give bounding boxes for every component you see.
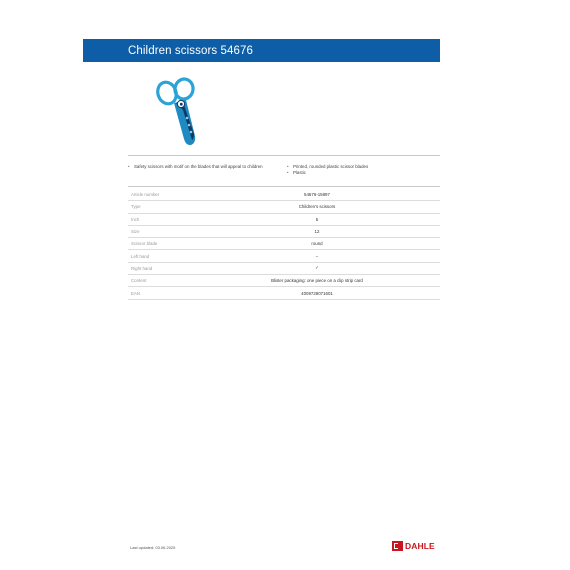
features-left <box>128 164 263 170</box>
spec-label: Right hand <box>131 265 153 271</box>
spec-label: Scissor blade <box>131 241 158 247</box>
dahle-logo <box>392 540 435 551</box>
spec-label: Size <box>131 229 140 235</box>
spec-label: EAN <box>131 290 141 296</box>
page-title: Children scissors 54676 <box>128 44 254 57</box>
spec-label: Left hand <box>131 253 150 259</box>
spec-label: Content <box>131 278 147 284</box>
feature-item <box>128 164 263 170</box>
spec-row-inch <box>128 214 440 226</box>
spec-value: 54676-15897 <box>304 192 330 198</box>
spec-table <box>128 189 440 300</box>
feature-text: Safety scissors with motif on the blades that will appeal to children <box>134 164 263 169</box>
bullet-icon: • <box>287 170 289 176</box>
checkmark-icon: ✓ <box>315 265 319 271</box>
spec-label: Article number <box>131 192 160 198</box>
last-updated: Last updated: 03.06.2025 <box>130 545 176 550</box>
feature-text: Plastic <box>293 170 306 176</box>
feature-item <box>287 170 368 176</box>
bullet-icon: • <box>128 164 130 169</box>
divider-specs <box>128 186 440 187</box>
spec-row-right-hand <box>128 263 440 275</box>
spec-row-content <box>128 275 440 287</box>
feature-text: Printed, rounded plastic scissor blades <box>293 164 369 169</box>
spec-value: – <box>315 253 319 259</box>
spec-row-type <box>128 201 440 213</box>
spec-row-size <box>128 226 440 238</box>
features-right <box>287 164 368 177</box>
spec-label: Inch <box>131 216 140 222</box>
title-banner <box>83 39 440 62</box>
spec-value: Children's scissors <box>298 204 336 210</box>
spec-row-scissor-blade <box>128 238 440 250</box>
spec-value: round <box>311 241 323 247</box>
spec-value: 4009729071601 <box>301 290 333 296</box>
divider-top <box>128 155 440 156</box>
bullet-icon: • <box>287 164 289 169</box>
scissors-handles <box>155 78 195 107</box>
scissors-product-image <box>150 76 206 152</box>
spec-value: 5 <box>315 216 319 222</box>
spec-value: Blister packaging: one piece on a clip strip card <box>271 278 363 284</box>
spec-row-left-hand <box>128 250 440 262</box>
spec-row-ean <box>128 287 440 299</box>
spec-value: 12 <box>314 229 320 235</box>
brand-name: DAHLE <box>405 540 435 551</box>
dahle-logo-icon <box>392 541 403 551</box>
spec-label: Type <box>131 204 141 210</box>
spec-row-article-number <box>128 189 440 201</box>
